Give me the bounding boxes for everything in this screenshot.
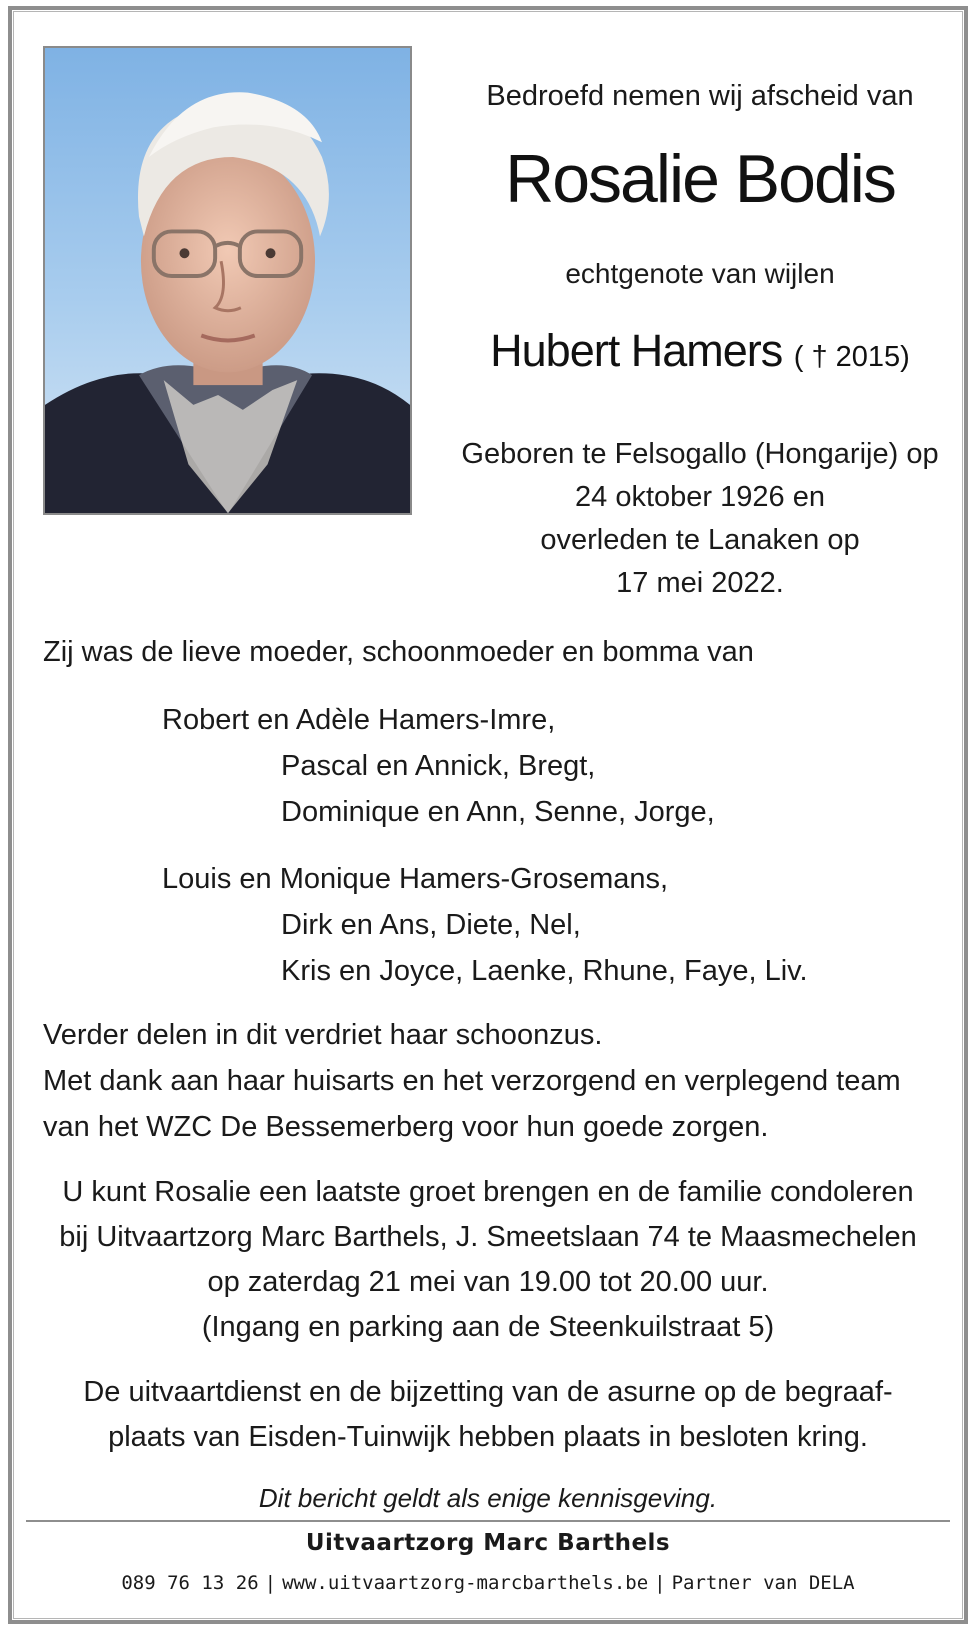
visitation-line: op zaterdag 21 mei van 19.00 tot 20.00 uur. (207, 1266, 769, 1298)
visitation-paragraph (13, 1170, 963, 1350)
family-line: Louis en Monique Hamers-Grosemans, (162, 863, 669, 895)
spouse-line (440, 325, 960, 377)
portrait-photo (43, 46, 412, 515)
life-line: Geboren te Felsogallo (Hongarije) op (461, 438, 939, 470)
spouse-prefix: echtgenote van wijlen (565, 258, 835, 289)
footer-divider (26, 1520, 950, 1522)
family-line: Pascal en Annick, Bregt, (281, 750, 596, 782)
notice-text: Dit bericht geldt als enige kennisgeving. (258, 1483, 718, 1513)
visitation-line: U kunt Rosalie een laatste groet brengen en de familie condoleren (62, 1176, 914, 1208)
relation-intro: Zij was de lieve moeder, schoonmoeder en bomma van (43, 636, 754, 668)
spouse-name: Hubert Hamers (490, 325, 783, 376)
life-line: overleden te Lanaken op (540, 524, 860, 556)
thanks-line: Verder delen in dit verdriet haar schoonzus. (43, 1019, 603, 1051)
partner-text: Partner van DELA (671, 1572, 855, 1594)
service-line: De uitvaartdienst en de bijzetting van de asurne op de begraaf- (83, 1376, 893, 1408)
life-line: 24 oktober 1926 en (575, 481, 825, 513)
visitation-line: (Ingang en parking aan de Steenkuilstraat 5) (201, 1311, 775, 1343)
phone-number: 089 76 13 26 (121, 1572, 259, 1594)
family-line: Dirk en Ans, Diete, Nel, (281, 909, 581, 941)
service-line: plaats van Eisden-Tuinwijk hebben plaats in besloten kring. (108, 1421, 868, 1453)
family-line: Kris en Joyce, Laenke, Rhune, Faye, Liv. (281, 955, 808, 987)
contact-line (13, 1572, 963, 1594)
family-line: Robert en Adèle Hamers-Imre, (162, 704, 556, 736)
undertaker-name: Uitvaartzorg Marc Barthels (305, 1530, 671, 1556)
deceased-name: Rosalie Bodis (505, 141, 895, 217)
intro-line: Bedroefd nemen wij afscheid van (486, 80, 914, 112)
thanks-line: van het WZC De Bessemerberg voor hun goede zorgen. (43, 1111, 769, 1143)
spouse-death-year: ( † 2015) (793, 341, 910, 373)
separator: | (654, 1572, 666, 1594)
thanks-line: Met dank aan haar huisarts en het verzorgend en verplegend team (43, 1065, 901, 1097)
service-paragraph (13, 1370, 963, 1460)
thanks-paragraph (43, 1012, 901, 1150)
visitation-line: bij Uitvaartzorg Marc Barthels, J. Smeetslaan 74 te Maasmechelen (59, 1221, 917, 1253)
life-line: 17 mei 2022. (616, 567, 784, 599)
separator: | (264, 1572, 277, 1594)
birth-death-details (440, 433, 960, 605)
website-link[interactable]: www.uitvaartzorg-marcbarthels.be (282, 1572, 649, 1594)
family-line: Dominique en Ann, Senne, Jorge, (281, 796, 715, 828)
